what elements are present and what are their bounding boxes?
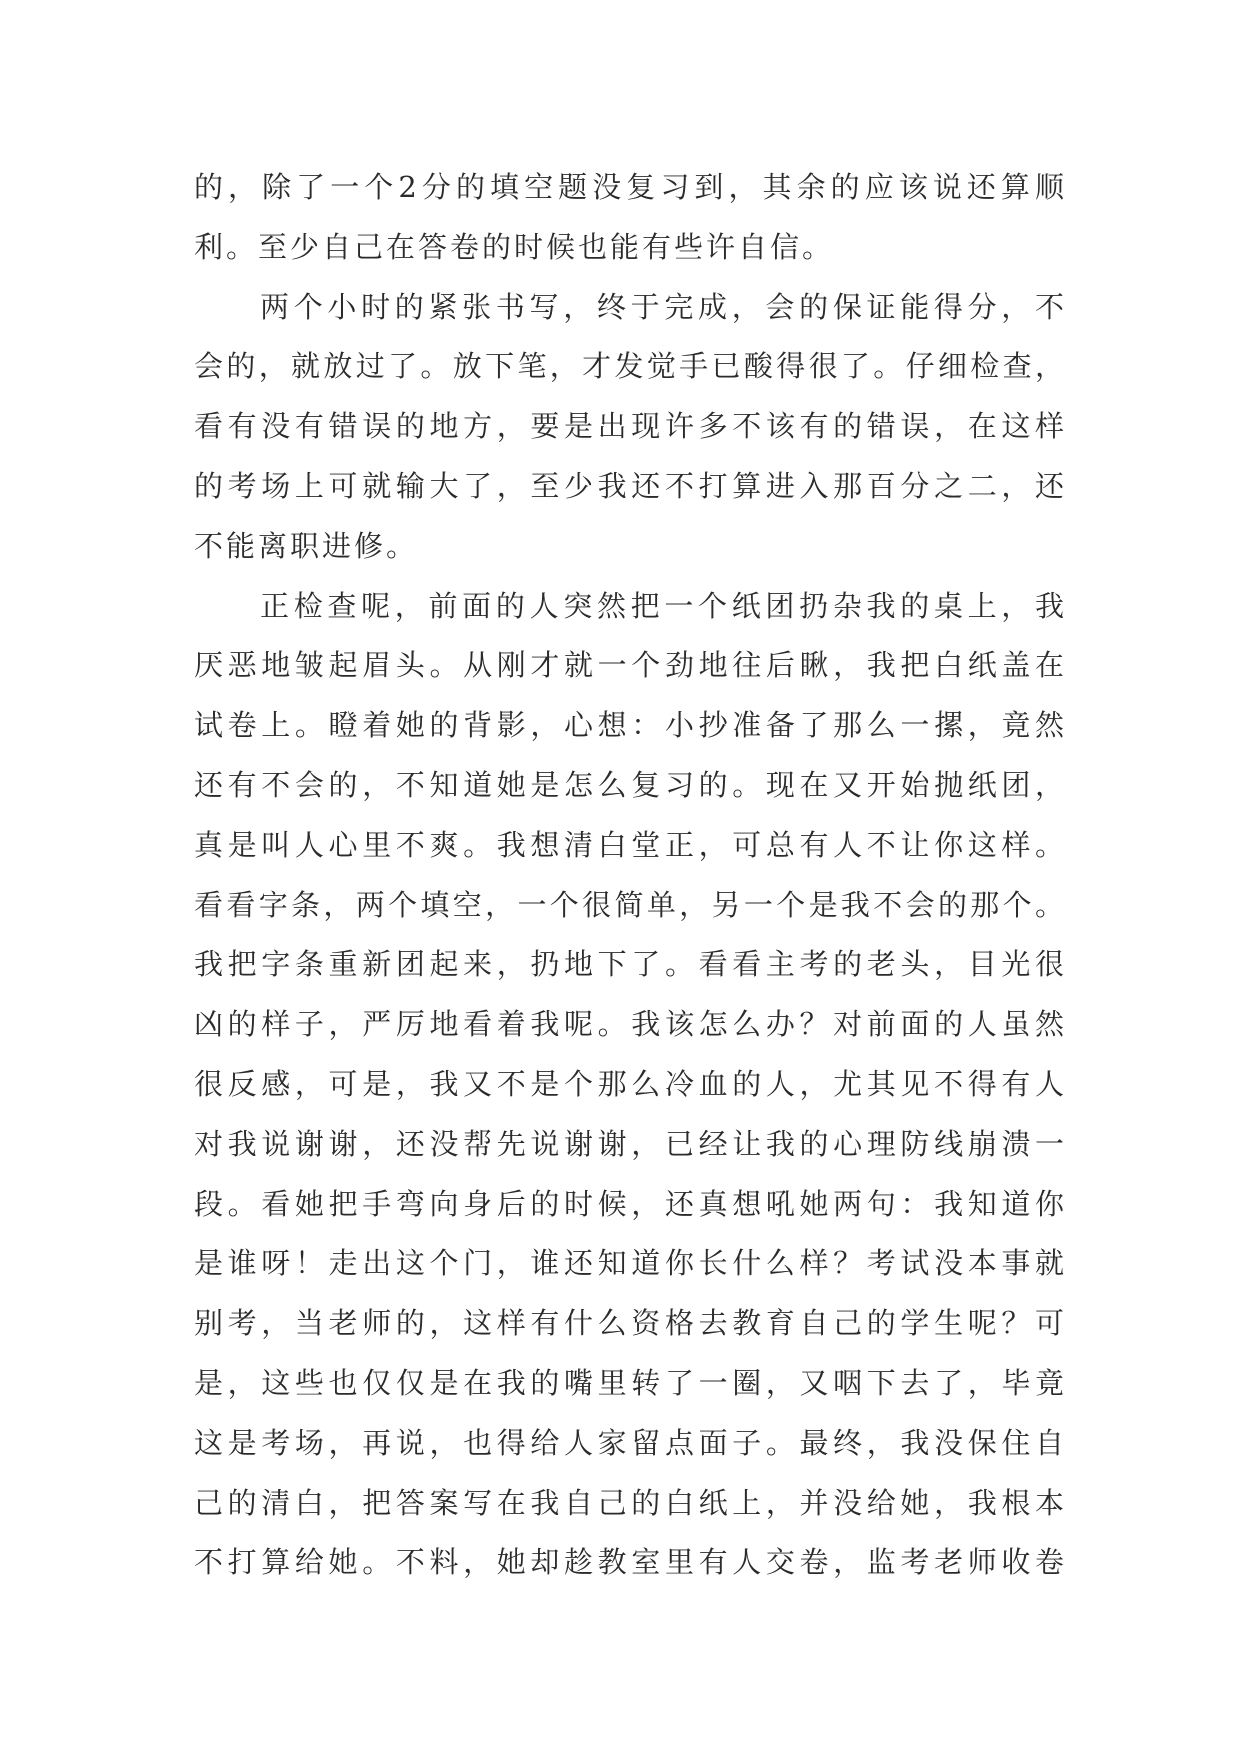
text-line: 不能离职进修。	[194, 528, 419, 563]
text-line: 的考场上可就输大了，至少我还不打算进入那百分之二，还	[194, 468, 1064, 503]
text-line: 别考，当老师的，这样有什么资格去教育自己的学生呢？可	[194, 1306, 1064, 1341]
text-line: 凶的样子，严厉地看着我呢。我该怎么办？对前面的人虽然	[194, 1007, 1064, 1042]
text-line: 厌恶地皱起眉头。从刚才就一个劲地往后瞅，我把白纸盖在	[194, 648, 1064, 683]
text-line: 试卷上。瞪着她的背影，心想：小抄准备了那么一摞，竟然	[194, 708, 1064, 743]
text-line: 是，这些也仅仅是在我的嘴里转了一圈，又咽下去了，毕竟	[194, 1365, 1064, 1400]
text-line: 会的，就放过了。放下笔，才发觉手已酸得很了。仔细检查，	[194, 349, 1064, 384]
text-line: 不打算给她。不料，她却趁教室里有人交卷，监考老师收卷	[194, 1545, 1064, 1580]
text-line: 两个小时的紧张书写，终于完成，会的保证能得分，不	[260, 289, 1064, 324]
text-line: 正检查呢，前面的人突然把一个纸团扔杂我的桌上，我	[260, 588, 1064, 623]
text-line: 看有没有错误的地方，要是出现许多不该有的错误，在这样	[194, 409, 1064, 444]
text-line: 我把字条重新团起来，扔地下了。看看主考的老头，目光很	[194, 947, 1064, 982]
text-line: 段。看她把手弯向身后的时候，还真想吼她两句：我知道你	[194, 1186, 1064, 1221]
text-line: 很反感，可是，我又不是个那么冷血的人，尤其见不得有人	[194, 1066, 1064, 1101]
text-line: 真是叫人心里不爽。我想清白堂正，可总有人不让你这样。	[194, 827, 1064, 862]
text-line: 是谁呀！走出这个门，谁还知道你长什么样？考试没本事就	[194, 1246, 1064, 1281]
text-line: 对我说谢谢，还没帮先说谢谢，已经让我的心理防线崩溃一	[194, 1126, 1064, 1161]
text-line: 己的清白，把答案写在我自己的白纸上，并没给她，我根本	[194, 1485, 1064, 1520]
text-line: 利。至少自己在答卷的时候也能有些许自信。	[194, 229, 835, 264]
text-line: 看看字条，两个填空，一个很简单，另一个是我不会的那个。	[194, 887, 1064, 922]
text-line: 这是考场，再说，也得给人家留点面子。最终，我没保住自	[194, 1425, 1064, 1460]
text-line: 还有不会的，不知道她是怎么复习的。现在又开始抛纸团，	[194, 767, 1064, 802]
text-line: 的，除了一个2分的填空题没复习到，其余的应该说还算顺	[194, 170, 1064, 204]
body-text	[194, 158, 1064, 1593]
